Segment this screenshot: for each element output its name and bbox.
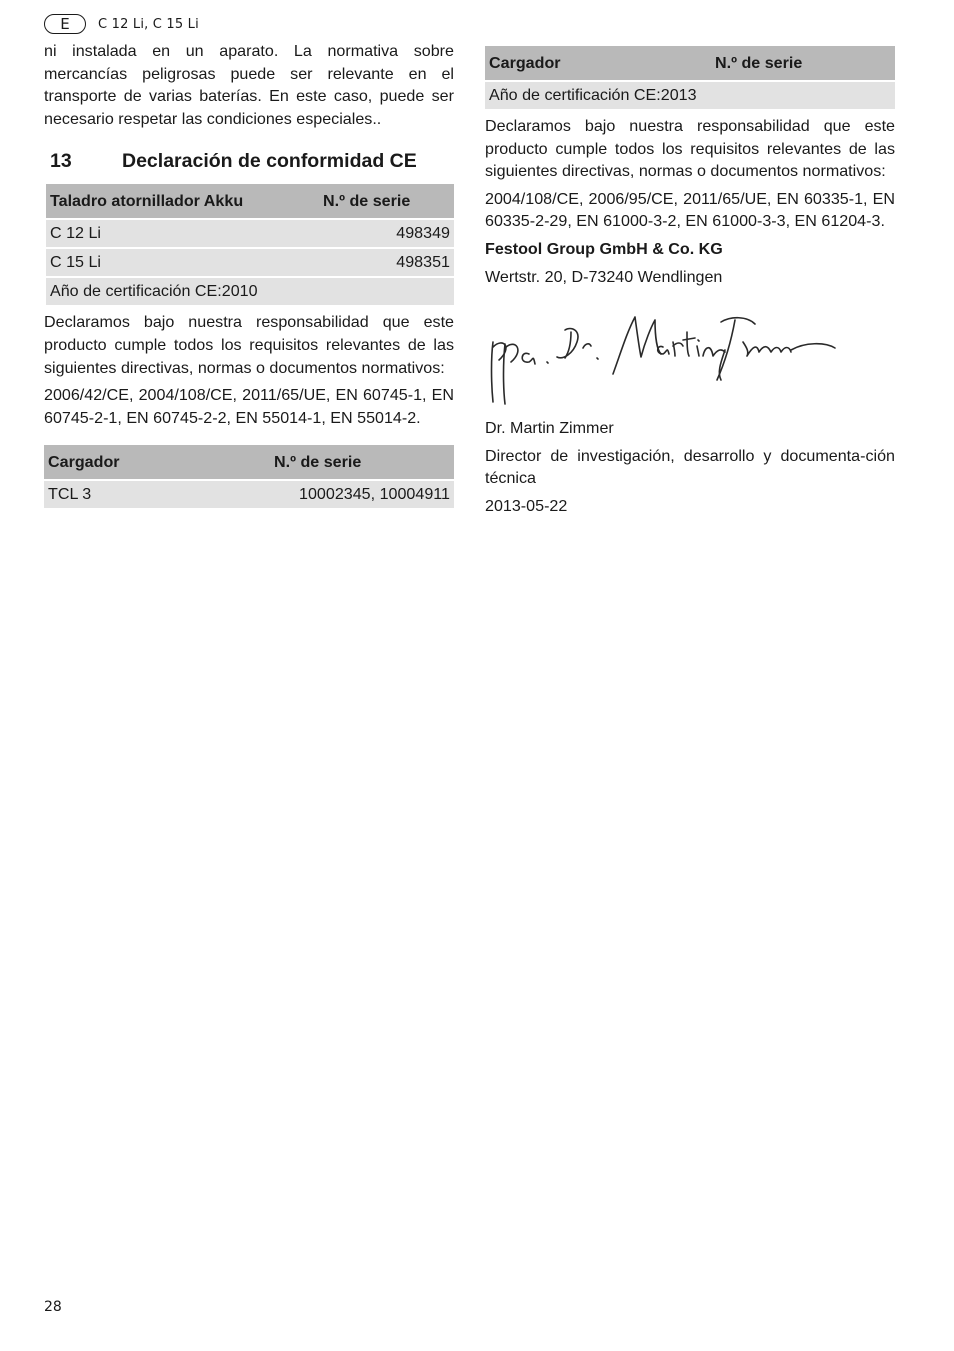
page-number: 28 xyxy=(44,1299,62,1315)
model-label: C 12 Li, C 15 Li xyxy=(98,16,199,32)
table-cell-serial: 498349 xyxy=(319,219,454,248)
table-row xyxy=(46,277,454,306)
table-header-product: Cargador xyxy=(44,445,270,480)
declaration-paragraph: Declaramos bajo nuestra responsabilidad que este producto cumple todos los requisitos relevantes de las siguientes directivas, normas o documentos normativos: xyxy=(485,117,895,181)
table-cell-name: TCL 3 xyxy=(44,480,270,509)
table-header-serial: N.º de serie xyxy=(711,46,895,81)
company-name: Festool Group GmbH & Co. KG xyxy=(485,239,723,258)
signature-image xyxy=(485,302,845,417)
table-header-row xyxy=(485,46,895,81)
cert-year-cell: Año de certificación CE:2010 xyxy=(46,277,454,306)
table-cell-name: C 12 Li xyxy=(46,219,319,248)
page-header xyxy=(44,12,199,36)
charger-cert-table xyxy=(485,46,895,111)
cert-year-cell: Año de certificación CE:2013 xyxy=(485,81,895,110)
declaration-paragraph: Declaramos bajo nuestra responsabilidad que este producto cumple todos los requisitos relevantes de las siguientes directivas, normas o documentos normativos: xyxy=(44,313,454,377)
table-row xyxy=(485,81,895,110)
table-header-row xyxy=(46,184,454,219)
table-row xyxy=(46,248,454,277)
table-row xyxy=(46,219,454,248)
table-cell-serial: 498351 xyxy=(319,248,454,277)
table-header-row xyxy=(44,445,454,480)
signature-date: 2013-05-22 xyxy=(485,496,568,515)
table-header-product: Cargador xyxy=(485,46,711,81)
signer-title: Director de investigación, desarrollo y documenta-ción técnica xyxy=(485,446,895,488)
signer-name: Dr. Martin Zimmer xyxy=(485,419,614,438)
section-heading xyxy=(50,150,454,173)
section-title: Declaración de conformidad CE xyxy=(122,150,417,173)
left-column xyxy=(44,40,454,510)
norms-paragraph: 2004/108/CE, 2006/95/CE, 2011/65/UE, EN 60335-1, EN 60335-2-29, EN 61000-3-2, EN 61000-3-3, EN 61204-3. xyxy=(485,189,895,231)
right-column xyxy=(485,40,895,523)
table-cell-serial: 10002345, 10004911 xyxy=(270,480,454,509)
language-badge: E xyxy=(44,14,86,34)
table-cell-name: C 15 Li xyxy=(46,248,319,277)
drill-serial-table xyxy=(46,184,454,307)
intro-paragraph: ni instalada en un aparato. La normativa sobre mercancías peligrosas puede ser relevante en el transporte de varias baterías. En este caso, puede ser necesario respetar las condiciones especiales.. xyxy=(44,42,454,128)
charger-serial-table xyxy=(44,445,454,510)
norms-paragraph: 2006/42/CE, 2004/108/CE, 2011/65/UE, EN 60745-1, EN 60745-2-1, EN 60745-2-2, EN 55014-1, EN 55014-2. xyxy=(44,386,454,427)
table-row xyxy=(44,480,454,509)
table-header-serial: N.º de serie xyxy=(270,445,454,480)
section-number: 13 xyxy=(50,150,72,173)
table-header-serial: N.º de serie xyxy=(319,184,454,219)
company-address: Wertstr. 20, D-73240 Wendlingen xyxy=(485,267,723,286)
table-header-product: Taladro atornillador Akku xyxy=(46,184,319,219)
